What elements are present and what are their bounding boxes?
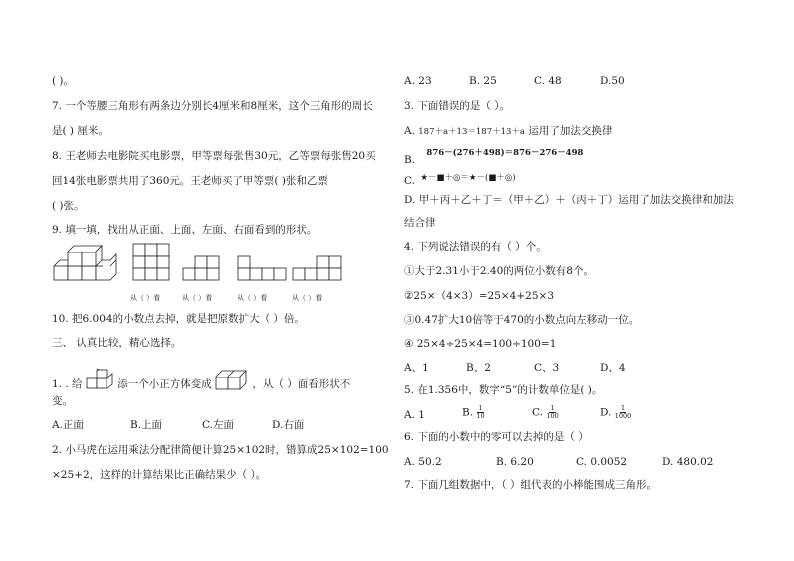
section-3-heading: 三、 认真比较，精心选择。 [52, 337, 182, 349]
fraction: $\frac{1}{100}$ [546, 404, 559, 420]
view-caption: 从（ ）看 [237, 294, 268, 302]
question-8-line-3: ( )张。 [52, 200, 85, 212]
question-3-option-c [404, 170, 516, 185]
expression: 876－(276＋498)＝876－276－498 [426, 148, 584, 158]
fraction: $\frac{1}{1000}$ [614, 404, 632, 420]
view-caption: 从（ ）看 [182, 294, 213, 302]
option-b: B. 25 [469, 75, 497, 87]
option-d: D、4 [600, 362, 626, 374]
question-7: 7. 下面几组数据中，（ ）组代表的小棒能围成三角形。 [404, 479, 657, 491]
option-d: D.右面 [272, 419, 305, 431]
question-3-option-d-line-1: D. 甲＋丙＋乙＋丁＝（甲＋乙）＋（丙＋丁）运用了加法交换律和加法 [404, 194, 734, 206]
question-3-option-d-line-2: 结合律 [404, 217, 436, 229]
statement-3: ③0.47扩大10倍等于470的小数点向左移动一位。 [404, 314, 640, 326]
view-shape-2 [182, 242, 234, 282]
option-label: C. [404, 175, 415, 187]
question-10: 10. 把6.004的小数点去掉，就是把原数扩大（ ）倍。 [52, 313, 305, 325]
blank-line: ( )。 [52, 75, 75, 87]
view-caption: 从（ ）看 [292, 294, 323, 302]
option-label: B. [404, 154, 416, 166]
option-b: B. $\frac{1}{10}$ [462, 404, 485, 420]
expression: 187＋a＋13＝187＋13＋a [418, 127, 525, 137]
option-c: C. 48 [534, 75, 562, 87]
view-shape-1 [132, 242, 174, 282]
question-3-option-b [404, 145, 584, 166]
cube-row-icon [215, 369, 249, 391]
option-c: C. 0.0052 [576, 456, 628, 468]
fraction: $\frac{1}{10}$ [476, 404, 485, 420]
option-a: A. 1 [404, 409, 425, 421]
question-3: 3. 下面错误的是（ ）。 [404, 100, 510, 112]
option-a: A. 23 [404, 75, 432, 87]
question-1-middle: 添一个小正方体变成 [117, 378, 212, 390]
option-text: 运用了加法交换律 [528, 125, 613, 137]
option-a: A、1 [404, 362, 429, 374]
question-1-prefix: 1. . 给 [52, 378, 83, 390]
option-b: B.上面 [130, 419, 163, 431]
option-d: D. $\frac{1}{1000}$ [600, 404, 632, 420]
question-8-line-1: 8. 王老师去电影院买电影票，甲等票每张售30元，乙等票每张售20买 [52, 150, 376, 162]
question-1-line-2: 变。 [52, 395, 73, 407]
view-figures [52, 242, 352, 282]
option-c: C、3 [534, 362, 560, 374]
small-cube-stack-icon [86, 369, 114, 391]
view-shape-4 [292, 242, 344, 282]
option-d: D. 480.02 [662, 456, 714, 468]
statement-1: ①大于2.31小于2.40的两位小数有8个。 [404, 265, 594, 277]
question-9: 9. 填一填，找出从正面、上面、左面、右面看到的形状。 [52, 224, 318, 236]
question-6: 6. 下面的小数中的零可以去掉的是（ ） [404, 431, 589, 443]
question-2-line-1: 2. 小马虎在运用乘法分配律简便计算25×102时，错算成25×102=100 [52, 444, 389, 456]
question-1-line-1 [52, 369, 350, 391]
expression: ★－■＋◎＝★－(■＋◎) [420, 173, 516, 183]
option-b: B、2 [466, 362, 491, 374]
option-a: A. 50.2 [404, 456, 442, 468]
question-4: 4. 下列说法错误的有（ ）个。 [404, 241, 547, 253]
question-1-suffix: ，从（ ）面看形状不 [252, 378, 351, 390]
question-7-line-2: 是( ) 厘米。 [52, 125, 109, 137]
question-7-line-1: 7. 一个等腰三角形有两条边分别长4厘米和8厘米，这个三角形的周长 [52, 100, 373, 112]
option-c: C.左面 [202, 419, 234, 431]
question-2-line-2: ×25+2，这样的计算结果比正确结果少（ ）。 [52, 469, 267, 481]
view-shape-3 [237, 242, 289, 282]
question-8-line-2: 回14张电影票共用了360元。王老师买了甲等票( )张和乙票 [52, 175, 328, 187]
option-d: D.50 [600, 75, 625, 87]
question-5: 5. 在1.356中，数字“5”的计数单位是( )。 [404, 384, 603, 396]
cube-stack-figure [52, 242, 124, 282]
option-b: B. 6.20 [496, 456, 534, 468]
statement-4: ④ 25×4÷25×4=100÷100=1 [404, 338, 557, 350]
option-c: C. $\frac{1}{100}$ [532, 404, 559, 420]
option-a: A.正面 [52, 419, 84, 431]
statement-2: ②25×（4×3）=25×4+25×3 [404, 290, 555, 302]
question-3-option-a: A. 187＋a＋13＝187＋13＋a 运用了加法交换律 [404, 125, 613, 137]
view-caption: 从（ ）看 [130, 294, 161, 302]
